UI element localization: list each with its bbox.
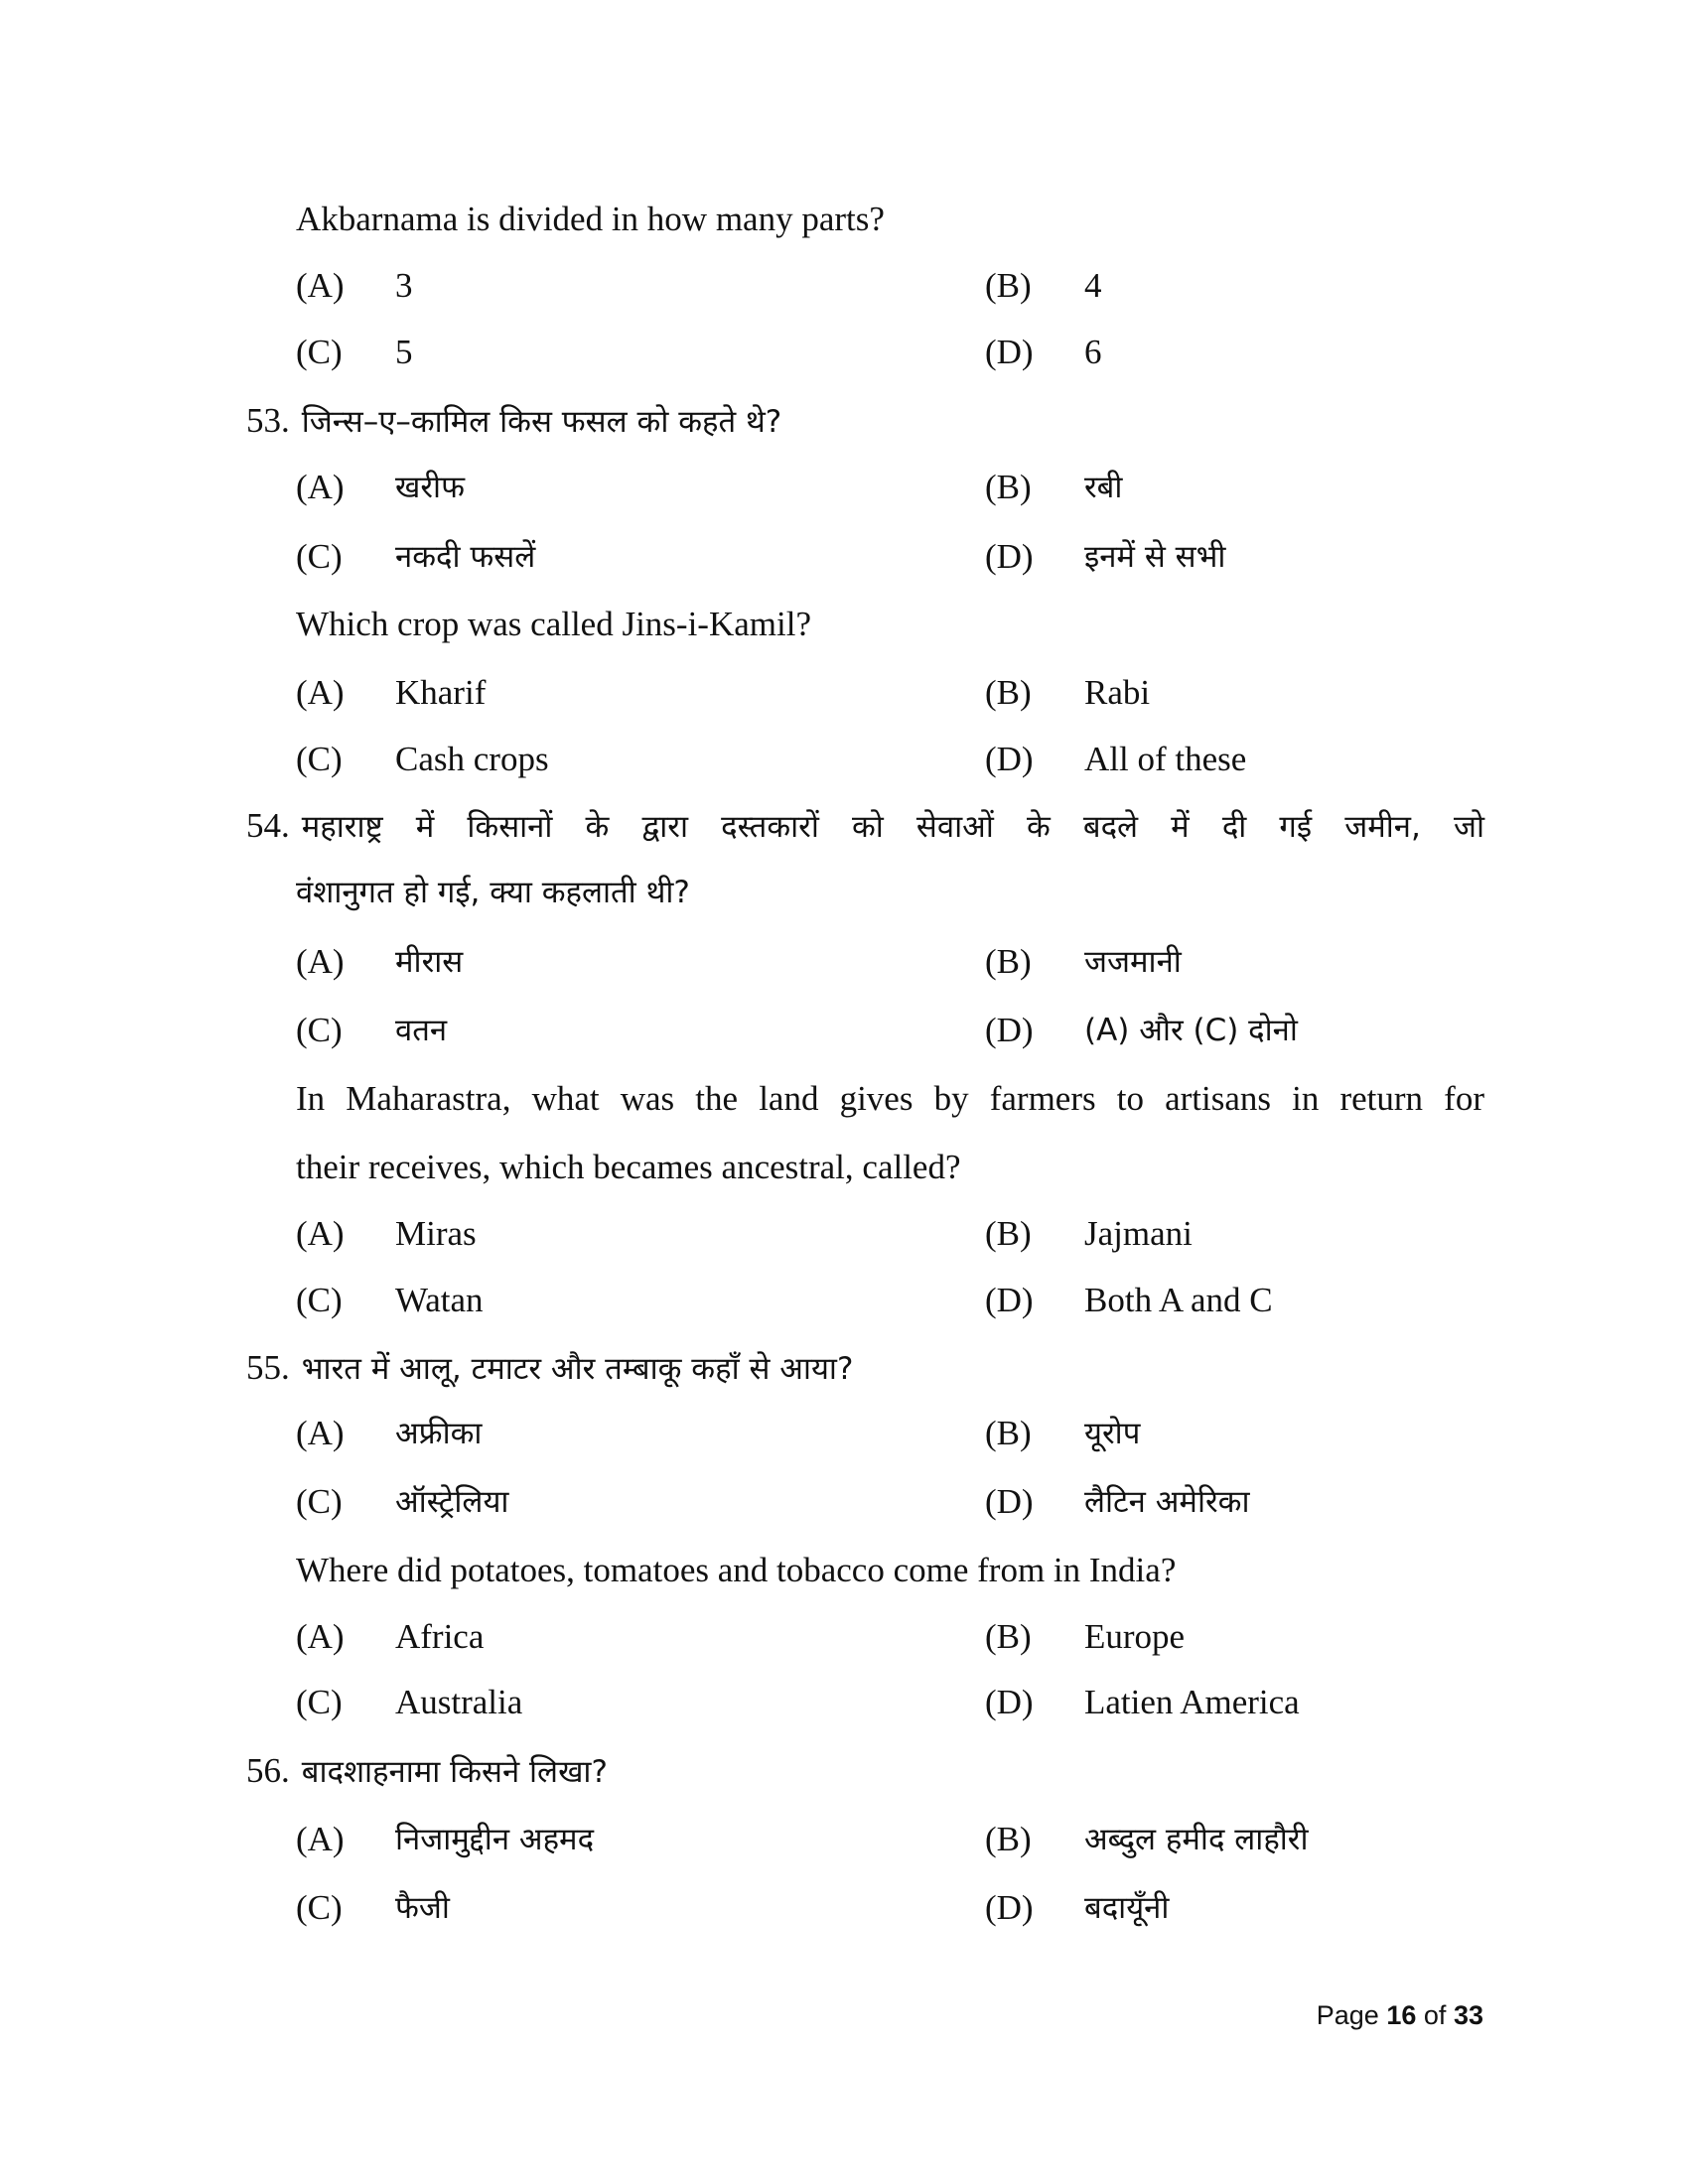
option-letter: (C) (296, 740, 343, 778)
option-text: इनमें से सभी (1084, 539, 1226, 575)
question-54 (246, 803, 1484, 850)
question-number: 53. (246, 401, 290, 440)
option-text: अफ्रीका (395, 1416, 483, 1451)
option-letter: (A) (296, 673, 345, 712)
option-letter: (A) (296, 1617, 345, 1656)
option-text: Latien America (1084, 1683, 1300, 1721)
option-letter: (D) (985, 1888, 1034, 1927)
option-letter: (B) (985, 266, 1032, 305)
option-text: निजामुद्दीन अहमद (395, 1822, 595, 1857)
option-text: Cash crops (395, 740, 549, 778)
question-text-continued (296, 1145, 961, 1190)
question-text-en (296, 1076, 1484, 1122)
option-letter: (B) (985, 1414, 1032, 1452)
option-letter: (D) (985, 1281, 1034, 1319)
option-letter: (C) (296, 1683, 343, 1721)
question-number: 56. (246, 1751, 290, 1790)
option-letter: (C) (296, 1011, 343, 1049)
option-letter: (B) (985, 942, 1032, 981)
option-text: Australia (395, 1683, 523, 1721)
option-text: Kharif (395, 673, 487, 712)
option-text: यूरोप (1084, 1416, 1141, 1451)
question-text: बादशाहनामा किसने लिखा? (301, 1754, 608, 1790)
question-text: भारत में आलू, टमाटर और तम्बाकू कहाँ से आया? (301, 1351, 854, 1387)
option-letter: (D) (985, 1011, 1034, 1049)
question-text-line2: their receives, which becames ancestral, called? (296, 1148, 961, 1186)
option-letter: (D) (985, 740, 1034, 778)
option-text: 5 (395, 333, 413, 371)
option-text: वतन (395, 1013, 448, 1048)
option-letter: (D) (985, 537, 1034, 576)
option-letter: (B) (985, 1214, 1032, 1253)
option-text: अब्दुल हमीद लाहौरी (1084, 1822, 1309, 1857)
footer-prefix: Page (1316, 2000, 1379, 2030)
option-letter: (D) (985, 1482, 1034, 1521)
option-letter: (C) (296, 333, 343, 371)
question-text-en (296, 602, 811, 647)
option-letter: (B) (985, 468, 1032, 506)
option-letter: (B) (985, 673, 1032, 712)
option-letter: (C) (296, 1888, 343, 1927)
question-text: जिन्स–ए–कामिल किस फसल को कहते थे? (301, 404, 782, 440)
option-letter: (C) (296, 1281, 343, 1319)
question-text-line2: वंशानुगत हो गई, क्या कहलाती थी? (296, 875, 690, 910)
option-text: खरीफ (395, 470, 465, 505)
option-text: Miras (395, 1214, 477, 1253)
option-letter: (B) (985, 1617, 1032, 1656)
question-number: 55. (246, 1348, 290, 1387)
option-letter: (C) (296, 1482, 343, 1521)
question-number: 54. (246, 806, 290, 845)
option-text: लैटिन अमेरिका (1084, 1484, 1250, 1520)
footer-total-pages: 33 (1453, 2000, 1483, 2030)
page-footer (1317, 2000, 1483, 2031)
question-text: Which crop was called Jins-i-Kamil? (296, 605, 811, 643)
option-letter: (D) (985, 333, 1034, 371)
option-letter: (D) (985, 1683, 1034, 1721)
question-text: In Maharastra, what was the land gives by farmers to artisans in return for (296, 1079, 1484, 1118)
option-text: Rabi (1084, 673, 1151, 712)
option-text: फैजी (395, 1890, 450, 1926)
option-text: (A) और (C) दोनो (1084, 1013, 1298, 1048)
option-text: बदायूँनी (1084, 1890, 1170, 1926)
option-text: Europe (1084, 1617, 1186, 1656)
option-letter: (A) (296, 1214, 345, 1253)
question-text: Where did potatoes, tomatoes and tobacco come from in India? (296, 1551, 1177, 1589)
option-text: Jajmani (1084, 1214, 1193, 1253)
option-text: Watan (395, 1281, 484, 1319)
option-letter: (A) (296, 1414, 345, 1452)
option-text: रबी (1084, 470, 1123, 505)
question-text: महाराष्ट्र में किसानों के द्वारा दस्तकारों को सेवाओं के बदले में दी गई जमीन, जो (301, 809, 1484, 845)
footer-of: of (1423, 2000, 1447, 2030)
option-text: मीरास (395, 944, 464, 980)
footer-current-page: 16 (1386, 2000, 1417, 2030)
option-text: 3 (395, 266, 413, 305)
question-56 (246, 1748, 608, 1795)
option-letter: (A) (296, 942, 345, 981)
question-55 (246, 1345, 853, 1392)
question-text: Akbarnama is divided in how many parts? (296, 200, 885, 238)
option-text: नकदी फसलें (395, 539, 536, 575)
option-text: 6 (1084, 333, 1102, 371)
option-letter: (A) (296, 266, 345, 305)
option-text: 4 (1084, 266, 1102, 305)
option-text: Both A and C (1084, 1281, 1273, 1319)
question-53 (246, 398, 781, 445)
option-letter: (B) (985, 1820, 1032, 1858)
option-text: जजमानी (1084, 944, 1182, 980)
option-text: All of these (1084, 740, 1247, 778)
option-letter: (A) (296, 468, 345, 506)
question-text-en (296, 197, 885, 242)
question-text-en (296, 1548, 1176, 1593)
option-text: ऑस्ट्रेलिया (395, 1484, 509, 1520)
option-text: Africa (395, 1617, 485, 1656)
option-letter: (C) (296, 537, 343, 576)
option-letter: (A) (296, 1820, 345, 1858)
question-text-continued (296, 870, 690, 915)
